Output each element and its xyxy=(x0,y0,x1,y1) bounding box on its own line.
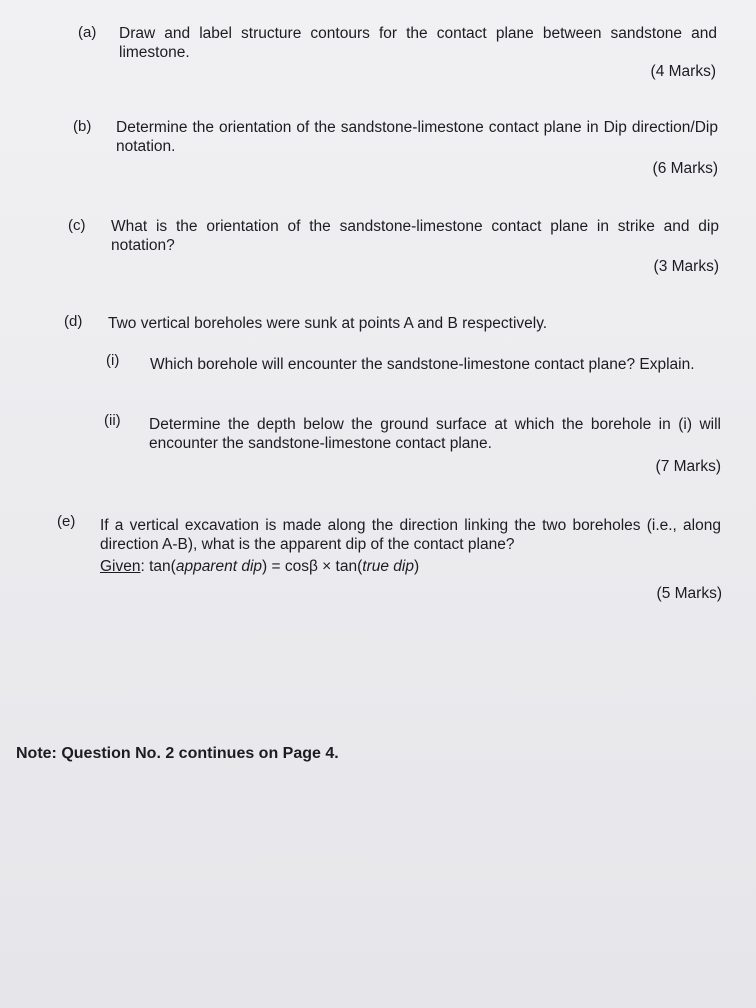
question-e-text: If a vertical excavation is made along the direction linking the two boreholes (i.e., along direction A-B), what is the apparent dip of the contact plane? xyxy=(100,517,721,553)
question-d-marks: (7 Marks) xyxy=(655,458,721,475)
question-c-marks: (3 Marks) xyxy=(653,258,719,275)
question-d-ii-label: (ii) xyxy=(104,412,121,429)
given-formula-true-dip: true dip xyxy=(362,558,414,575)
question-e-given xyxy=(100,557,720,576)
question-a-marks: (4 Marks) xyxy=(650,63,716,80)
given-formula-apparent-dip: apparent dip xyxy=(175,558,263,575)
question-e-marks: (5 Marks) xyxy=(656,585,722,602)
question-d-label: (d) xyxy=(64,313,83,330)
question-e-label: (e) xyxy=(57,513,76,530)
question-a-text: Draw and label structure contours for the contact plane between sandstone and limestone. xyxy=(119,25,717,61)
question-c-text: What is the orientation of the sandstone-limestone contact plane in strike and dip notation? xyxy=(111,218,719,254)
question-d-ii-text: Determine the depth below the ground surface at which the borehole in (i) will encounter the sandstone-limestone contact plane. xyxy=(149,416,721,452)
question-b-label: (b) xyxy=(73,118,92,135)
given-formula-pre: : tan( xyxy=(140,558,176,575)
question-a-label: (a) xyxy=(78,24,97,41)
question-d-text: Two vertical boreholes were sunk at points A and B respectively. xyxy=(108,315,548,332)
question-d-i-label: (i) xyxy=(106,352,120,369)
continuation-note: Note: Question No. 2 continues on Page 4. xyxy=(16,745,339,762)
question-b-marks: (6 Marks) xyxy=(652,160,718,177)
question-d-i-text: Which borehole will encounter the sandstone-limestone contact plane? Explain. xyxy=(150,356,695,373)
given-formula-mid: ) = cosβ × tan( xyxy=(262,558,363,575)
given-formula-post: ) xyxy=(413,558,420,575)
question-b-text: Determine the orientation of the sandstone-limestone contact plane in Dip direction/Dip notation. xyxy=(116,119,718,155)
given-label: Given xyxy=(100,558,141,575)
question-c-label: (c) xyxy=(68,217,86,234)
